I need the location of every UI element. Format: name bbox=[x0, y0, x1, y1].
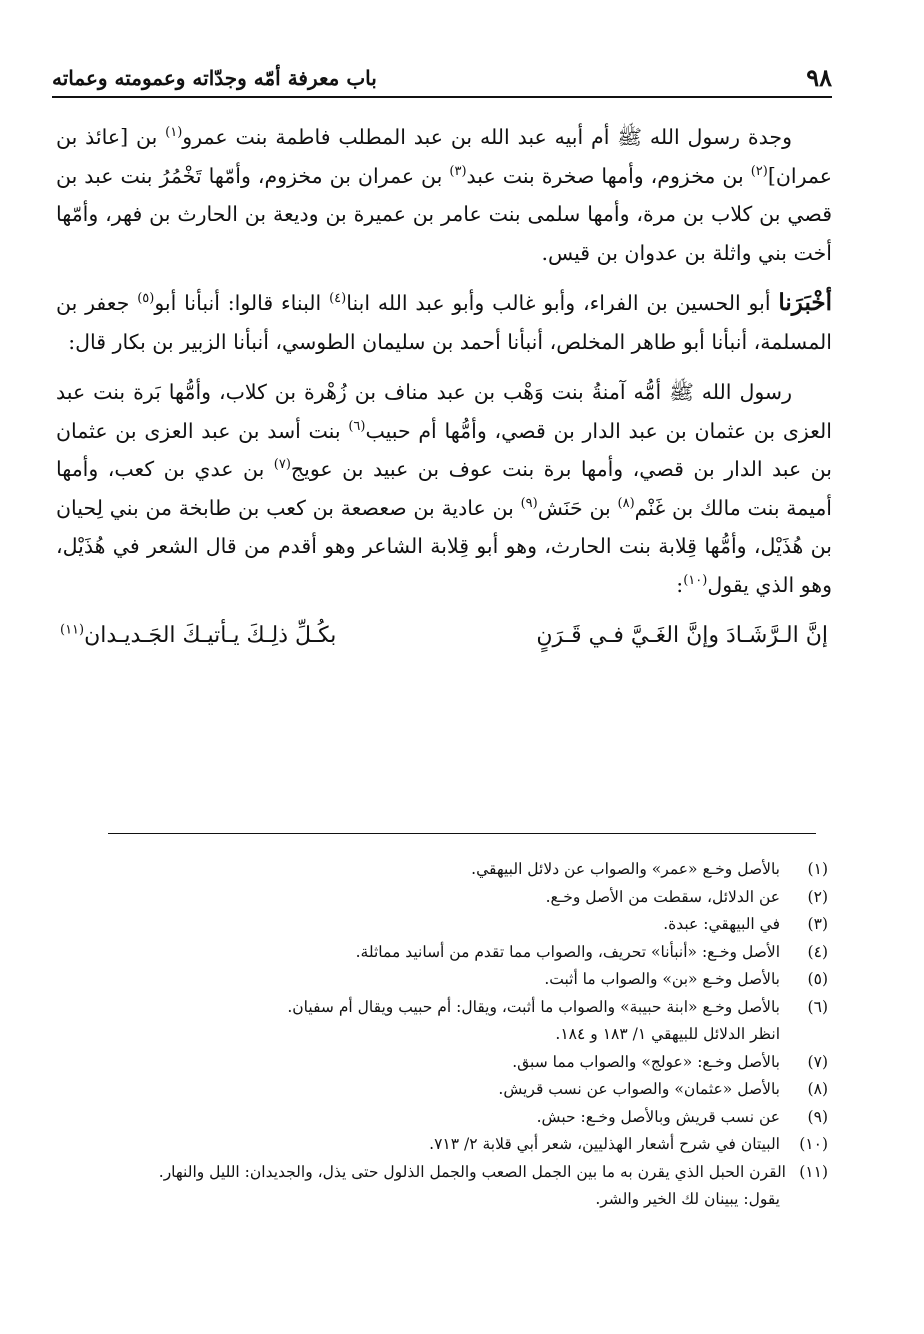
footnote-item bbox=[50, 1049, 828, 1077]
footnote-ref: (٦) bbox=[348, 418, 366, 434]
footnote-item bbox=[50, 856, 828, 884]
text-run: بن عدي بن كعب، وأمها أميمة بنت مالك بن غَنْم bbox=[56, 457, 832, 520]
footnote-number: (١١) bbox=[799, 1162, 828, 1181]
verse-first-hemistich: إنَّ الـرَّشَـادَ وإنَّ الغَـيَّ فـي قَـرَنٍ bbox=[536, 623, 828, 648]
footnote-ref: (٣) bbox=[449, 163, 467, 179]
footnote-ref: (٢) bbox=[750, 163, 768, 179]
poem-verse bbox=[56, 616, 832, 656]
footnote-text: بالأصل وخـع «بن» والصواب ما أثبت. bbox=[544, 970, 780, 988]
text-run: بن عادية بن صعصعة بن كعب بن طابخة من بني لِحيان بن هُذَيْل، وأمُّها قِلابة بنت الحارث، وهو أبو قِلابة الشاعر وهو أقدم من قال الشعر في هُذَيْل، وهو الذي يقول bbox=[56, 495, 832, 597]
footnote-ref: (٤) bbox=[329, 291, 347, 307]
footnote-text: القرن الحبل الذي يقرن به ما بين الجمل الصعب والجمل الذلول حتى يذل، والجديدان: الليل والنهار. bbox=[158, 1162, 786, 1181]
footnote-divider bbox=[108, 833, 816, 834]
footnote-item bbox=[50, 911, 828, 939]
text-run: بن مخزوم، وأمها صخرة بنت عبد bbox=[466, 163, 751, 188]
footnote-number: (٨) bbox=[807, 1080, 828, 1098]
paragraph-3 bbox=[56, 373, 832, 604]
verse-second-hemistich-wrap bbox=[60, 616, 336, 656]
footnote-item bbox=[50, 994, 828, 1022]
footnote-ref: (٥) bbox=[137, 291, 155, 307]
footnote-item bbox=[50, 1104, 828, 1132]
footnote-text: البيتان في شرح أشعار الهذليين، شعر أبي قلابة ٢/ ٧١٣. bbox=[429, 1135, 780, 1153]
main-text bbox=[56, 118, 832, 656]
footnote-continuation: يقول: يبينان لك الخير والشر. bbox=[595, 1190, 780, 1208]
footnotes bbox=[50, 856, 828, 1214]
paragraph-1 bbox=[56, 118, 832, 272]
footnote-number: (٣) bbox=[807, 915, 828, 933]
footnote-text: بالأصل وخـع «عمر» والصواب عن دلائل البيهقي. bbox=[471, 860, 780, 878]
footnote-text: بالأصل وخـع «ابنة حبيبة» والصواب ما أثبت، ويقال: أم حبيب ويقال أم سفيان. bbox=[287, 997, 780, 1016]
footnote-number: (٢) bbox=[807, 887, 828, 906]
text-run: جعفر بن المسلمة، أنبأنا أبو طاهر المخلص، أنبأنا أحمد بن سليمان الطوسي، أنبأنا الزبير بن بكار قال: bbox=[56, 291, 832, 354]
text-run: بن حَنَش bbox=[537, 495, 618, 520]
footnote-ref: (٧) bbox=[273, 457, 291, 473]
footnote-item bbox=[50, 939, 828, 967]
footnote-text: عن الدلائل، سقطت من الأصل وخـع. bbox=[545, 887, 780, 906]
text-run: وجدة رسول الله ﷺ أم أبيه عبد الله بن عبد المطلب فاطمة بنت عمرو bbox=[182, 125, 792, 149]
footnote-text: بالأصل وخـع: «عولج» والصواب مما سبق. bbox=[512, 1052, 780, 1071]
footnote-continuation: انظر الدلائل للبيهقي ١/ ١٨٣ و ١٨٤. bbox=[555, 1025, 780, 1043]
verse-second-hemistich: بكُـلِّ ذلِـكَ يـأتيـكَ الجَـديـدان bbox=[84, 623, 337, 648]
footnote-number: (٧) bbox=[807, 1052, 828, 1071]
footnote-ref: (٨) bbox=[617, 495, 635, 511]
footnote-ref: (١١) bbox=[60, 622, 85, 638]
page-number: ٩٨ bbox=[806, 63, 832, 92]
footnote-ref: (١) bbox=[165, 125, 183, 141]
text-run: بن عمران بن مخزوم، وأمّها تَخْمُرُ بنت عبد بن قصي بن كلاب بن مرة، وأمها سلمى بنت عامر بن عميرة بن وديعة بن الحارث بن فهر، وأمّها أخت بني واثلة بن عدوان بن قيس. bbox=[56, 163, 832, 265]
footnote-text: بالأصل «عثمان» والصواب عن نسب قريش. bbox=[498, 1080, 780, 1098]
lead-word: أخْبَرَنا bbox=[778, 289, 832, 316]
paragraph-2 bbox=[56, 284, 832, 361]
footnote-item bbox=[50, 1131, 828, 1159]
footnote-text: الأصل وخـع: «أنبأنا» تحريف، والصواب مما تقدم من أسانيد مماثلة. bbox=[355, 942, 780, 961]
running-title: باب معرفة أمّه وجدّاته وعمومته وعماته bbox=[52, 66, 377, 90]
footnote-ref: (٩) bbox=[520, 495, 538, 511]
footnote-number: (٦) bbox=[807, 997, 828, 1016]
text-run: بن [عائذ بن عمران] bbox=[56, 125, 833, 188]
footnote-text: في البيهقي: عبدة. bbox=[663, 915, 780, 933]
footnote-item bbox=[50, 884, 828, 912]
text-run: أبو الحسين بن الفراء، وأبو غالب وأبو عبد الله ابنا bbox=[346, 291, 779, 315]
text-run: البناء قالوا: أنبأنا أبو bbox=[154, 291, 330, 315]
footnote-text: عن نسب قريش وبالأصل وخـع: حبش. bbox=[536, 1107, 780, 1126]
footnote-item bbox=[50, 1076, 828, 1104]
footnote-number: (٥) bbox=[807, 970, 828, 988]
text-run: رسول الله ﷺ أمُّه آمنةُ بنت وَهْب بن عبد مناف بن زُهْرة بن كلاب، وأمُّها بَرة بنت عبد العزى بن عثمان بن عبد الدار بن قصي، وأمُّها أم حبيب bbox=[56, 380, 833, 443]
footnote-ref: (١٠) bbox=[683, 572, 708, 588]
footnote-item bbox=[50, 1159, 828, 1187]
footnote-number: (١) bbox=[807, 860, 828, 878]
footnote-number: (١٠) bbox=[799, 1135, 828, 1153]
text-run: بنت أسد بن عبد العزى بن عثمان بن عبد الدار بن قصي، وأمها برة بنت عوف بن عبيد بن عويج bbox=[56, 418, 832, 481]
text-run: : bbox=[676, 572, 684, 597]
footnote-number: (٩) bbox=[807, 1107, 828, 1126]
footnote-item bbox=[50, 966, 828, 994]
page-header bbox=[52, 56, 832, 98]
footnote-number: (٤) bbox=[807, 942, 828, 961]
